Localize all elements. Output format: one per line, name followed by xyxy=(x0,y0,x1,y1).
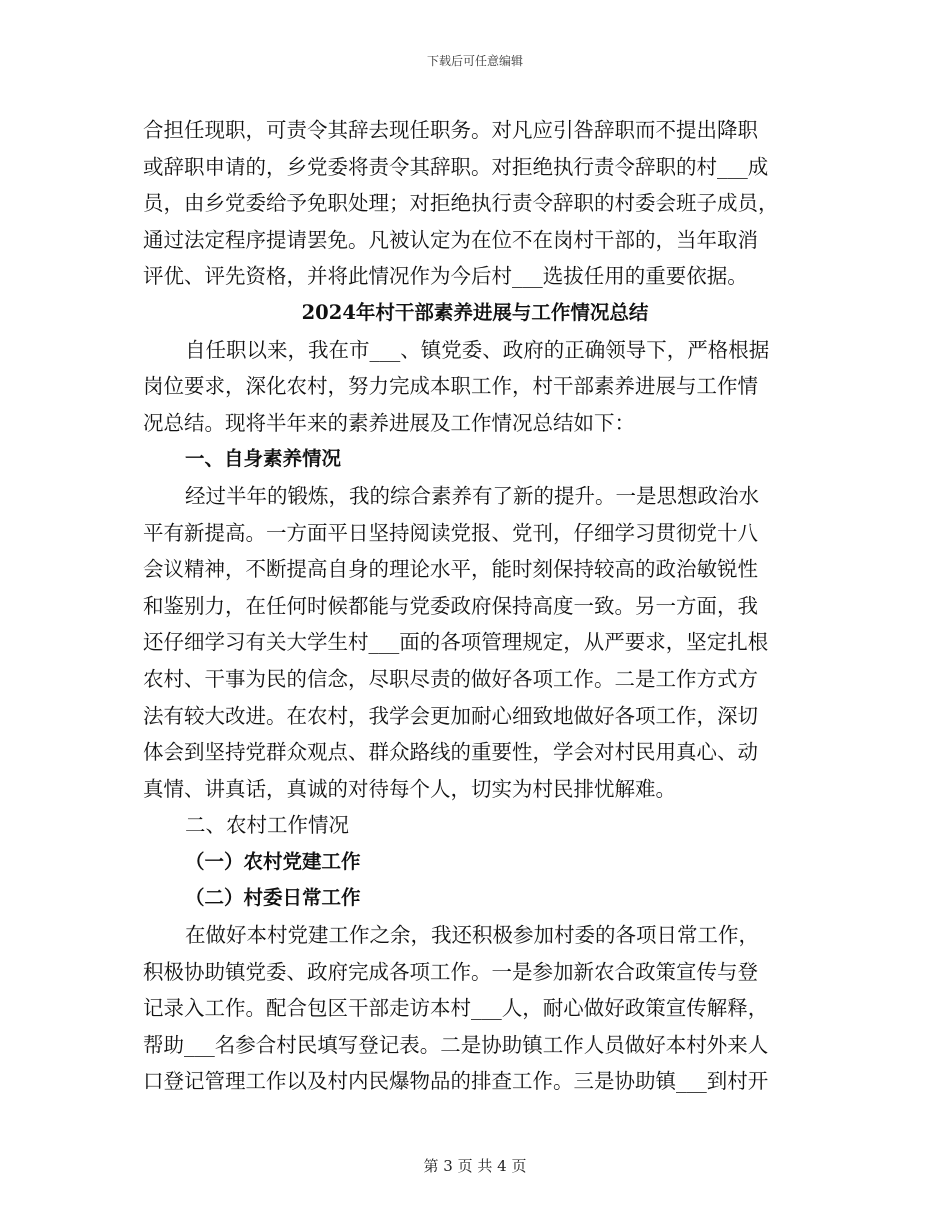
paragraph-line: 记录入工作。配合包区干部走访本村___人，耐心做好政策宣传解释， xyxy=(143,996,769,1021)
paragraph-line: 合担任现职，可责令其辞去现任职务。对凡应引咎辞职而不提出降职 xyxy=(143,118,758,142)
paragraph-line: 在做好本村党建工作之余，我还积极参加村委的各项日常工作， xyxy=(185,923,759,948)
paragraph-line: 还仔细学习有关大学生村___面的各项管理规定，从严要求，坚定扎根 xyxy=(143,630,769,655)
paragraph-line: 和鉴别力，在任何时候都能与党委政府保持高度一致。另一方面，我 xyxy=(143,593,758,618)
paragraph-line: 农村、干事为民的信念，尽职尽责的做好各项工作。二是工作方式方 xyxy=(143,666,758,691)
paragraph-line: 体会到坚持党群众观点、群众路线的重要性，学会对村民用真心、动 xyxy=(143,740,758,765)
section-heading: 一、自身素养情况 xyxy=(185,447,342,471)
paragraph-line: 通过法定程序提请罢免。凡被认定为在位不在岗村干部的，当年取消 xyxy=(143,227,758,252)
section-heading: 二、农村工作情况 xyxy=(185,813,349,838)
document-title: 2024年村干部素养进展与工作情况总结 xyxy=(301,300,649,324)
paragraph-line: 或辞职申请的，乡党委将责令其辞职。对拒绝执行责令辞职的村___成 xyxy=(143,154,769,179)
paragraph-line: 经过半年的锻炼，我的综合素养有了新的提升。一是思想政治水 xyxy=(185,483,759,508)
paragraph-line: 会议精神，不断提高自身的理论水平，能时刻保持较高的政治敏锐性 xyxy=(143,557,758,582)
paragraph-line: 帮助___名参合村民填写登记表。二是协助镇工作人员做好本村外来人 xyxy=(143,1032,769,1057)
page-footer: 第 3 页 共 4 页 xyxy=(423,1157,527,1175)
paragraph-line: 平有新提高。一方面平日坚持阅读党报、党刊，仔细学习贯彻党十八 xyxy=(143,520,758,545)
paragraph-line: 员，由乡党委给予免职处理；对拒绝执行责令辞职的村委会班子成员， xyxy=(143,191,779,216)
page-header: 下载后可任意编辑 xyxy=(426,54,523,68)
paragraph-line: 岗位要求，深化农村，努力完成本职工作，村干部素养进展与工作情 xyxy=(143,374,758,399)
paragraph-line: 口登记管理工作以及村内民爆物品的排查工作。三是协助镇___到村开 xyxy=(143,1069,769,1094)
paragraph-line: 积极协助镇党委、政府完成各项工作。一是参加新农合政策宣传与登 xyxy=(143,959,758,984)
paragraph-line: 自任职以来，我在市___、镇党委、政府的正确领导下，严格根据 xyxy=(185,337,770,362)
section-heading: （一）农村党建工作 xyxy=(185,849,361,873)
paragraph-line: 况总结。现将半年来的素养进展及工作情况总结如下： xyxy=(143,410,635,435)
document-body xyxy=(143,112,807,1100)
section-heading: （二）村委日常工作 xyxy=(185,886,361,910)
paragraph-line: 评优、评先资格，并将此情况作为今后村___选拔任用的重要依据。 xyxy=(143,264,748,289)
paragraph-line: 法有较大改进。在农村，我学会更加耐心细致地做好各项工作，深切 xyxy=(143,703,758,728)
paragraph-line: 真情、讲真话，真诚的对待每个人，切实为村民排忧解难。 xyxy=(143,776,676,801)
